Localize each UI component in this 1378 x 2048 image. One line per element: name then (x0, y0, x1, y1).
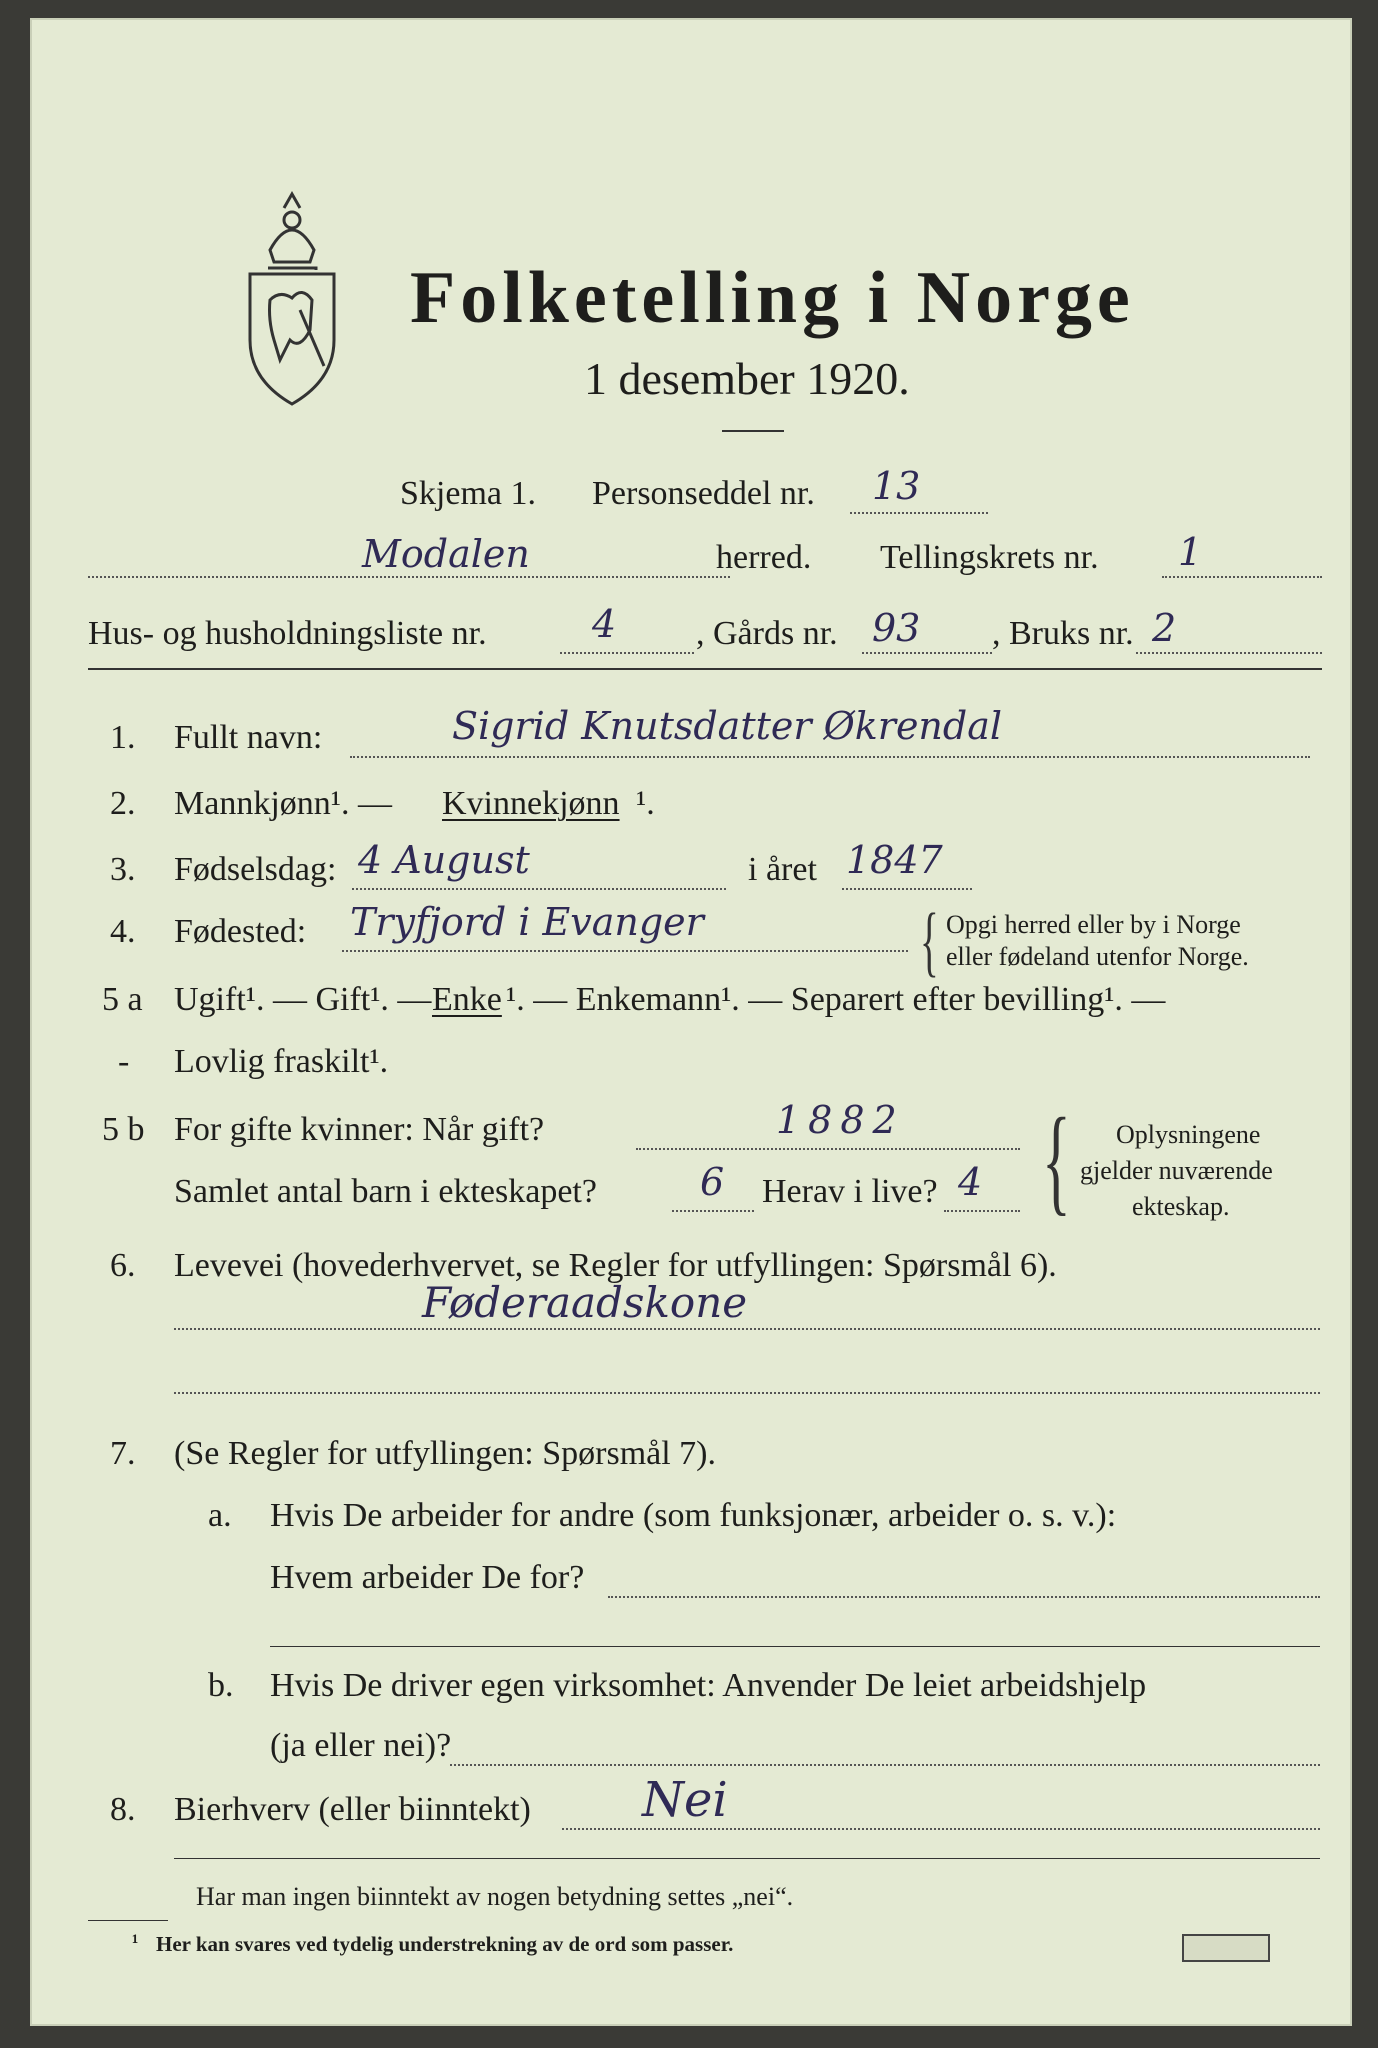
q2-number: 2. (110, 785, 136, 822)
q5a-number: 5 a (102, 981, 143, 1018)
q7a-line2 (270, 1646, 1320, 1647)
form-date: 1 desember 1920. (584, 353, 910, 404)
husholdning-label: Hus- og husholdningsliste nr. (88, 615, 487, 652)
q5b-note-line3: ekteskap. (1132, 1192, 1230, 1221)
q6-line1 (174, 1328, 1320, 1330)
q3-year-label: i året (748, 851, 817, 888)
q7b-label: Hvis De driver egen virksomhet: Anvender De leiet arbeidshjelp (270, 1667, 1147, 1704)
husholdning-line (560, 652, 694, 654)
q7b-letter: b. (208, 1667, 234, 1704)
tellingskrets-value: 1 (1178, 530, 1203, 574)
q7a-label2: Hvem arbeider De for? (270, 1559, 585, 1596)
herred-value: Modalen (362, 532, 530, 576)
footnote-text: Her kan svares ved tydelig understrekning av de ord som passer. (156, 1932, 734, 1956)
q6-value: Føderaadskone (422, 1278, 748, 1327)
q1-line (350, 756, 1310, 758)
q5a-mark: - (118, 1043, 130, 1080)
q8-divider (174, 1858, 1320, 1859)
q5b-barn-line (672, 1210, 754, 1212)
personseddel-label: Personseddel nr. (592, 475, 815, 512)
q5a-enke: Enke (432, 981, 502, 1018)
bruks-label: , Bruks nr. (992, 615, 1134, 652)
q8-line (562, 1828, 1320, 1830)
q4-note-line2: eller fødeland utenfor Norge. (946, 942, 1249, 971)
q5b-label: For gifte kvinner: Når gift? (174, 1111, 545, 1148)
schema-label: Skjema 1. (400, 475, 536, 512)
tellingskrets-line (1162, 576, 1322, 578)
q5b-number: 5 b (102, 1111, 145, 1148)
q5a-options-a: Ugift¹. — Gift¹. — (174, 981, 432, 1018)
q5b-live-line (944, 1210, 1020, 1212)
bruks-value: 2 (1152, 606, 1177, 650)
personseddel-value: 13 (872, 464, 921, 508)
herred-label: herred. (716, 539, 812, 576)
q7-label: (Se Regler for utfyllingen: Spørsmål 7). (174, 1435, 717, 1472)
personseddel-line (850, 512, 988, 514)
q4-line (342, 950, 908, 952)
note-nei: Har man ingen biinntekt av nogen betydning settes „nei“. (196, 1882, 794, 1911)
title-divider (722, 430, 784, 432)
gards-line (862, 652, 992, 654)
q6-line2 (174, 1392, 1320, 1394)
q3-label: Fødselsdag: (174, 851, 337, 888)
q5b-value: 1882 (776, 1098, 905, 1142)
q7b-line (450, 1764, 1320, 1766)
husholdning-value: 4 (592, 602, 617, 646)
q5a-line2: Lovlig fraskilt¹. (174, 1043, 389, 1080)
q2-mann: Mannkjønn¹. — (174, 785, 392, 822)
gards-value: 93 (872, 606, 921, 650)
q3-number: 3. (110, 851, 136, 888)
q6-label: Levevei (hovederhvervet, se Regler for utfyllingen: Spørsmål 6). (174, 1247, 1057, 1284)
coat-of-arms-icon (240, 190, 344, 410)
q5b-note-line1: Oplysningene (1116, 1120, 1261, 1149)
bruks-line (1136, 652, 1322, 654)
q5a-options-b: ¹. — Enkemann¹. — Separert efter bevilling¹. — (506, 981, 1166, 1018)
q5b-barn-label: Samlet antal barn i ekteskapet? (174, 1173, 597, 1210)
footnote-rule (88, 1920, 168, 1921)
q7a-line1 (608, 1596, 1320, 1598)
q5b-note-line2: gjelder nuværende (1080, 1156, 1273, 1185)
q1-label: Fullt navn: (174, 719, 323, 756)
gards-label: , Gårds nr. (696, 615, 838, 652)
q4-note-line1: Opgi herred eller by i Norge (946, 910, 1241, 939)
header-divider (88, 668, 1322, 670)
q1-value: Sigrid Knutsdatter Økrendal (452, 704, 1003, 748)
q8-label: Bierhverv (eller biinntekt) (174, 1791, 531, 1828)
q7a-letter: a. (208, 1497, 232, 1534)
q8-value: Nei (642, 1772, 728, 1828)
q5b-barn-value: 6 (700, 1160, 725, 1204)
q7b-label2: (ja eller nei)? (270, 1727, 452, 1764)
q5b-brace: { (1042, 1093, 1071, 1226)
q1-number: 1. (110, 719, 136, 756)
q4-label: Fødested: (174, 913, 307, 950)
q6-number: 6. (110, 1247, 136, 1284)
q3-year-value: 1847 (846, 838, 943, 882)
herred-line (88, 576, 730, 578)
tellingskrets-label: Tellingskrets nr. (880, 539, 1099, 576)
form-title: Folketelling i Norge (410, 257, 1135, 339)
q7-number: 7. (110, 1435, 136, 1472)
q7a-label: Hvis De arbeider for andre (som funksjonær, arbeider o. s. v.): (270, 1497, 1117, 1534)
q3-year-line (842, 888, 972, 890)
q5b-live-value: 4 (958, 1160, 983, 1204)
q2-footnote-mark: ¹. (636, 785, 655, 822)
footnote-mark: ¹ (132, 1930, 139, 1954)
q5b-live-label: Herav i live? (762, 1173, 938, 1210)
q4-brace: { (920, 897, 939, 984)
q3-value: 4 August (358, 838, 530, 882)
q8-number: 8. (110, 1791, 136, 1828)
census-form (30, 18, 1352, 2026)
q5b-line (636, 1148, 1020, 1150)
q4-number: 4. (110, 913, 136, 950)
q3-line (352, 888, 726, 890)
q4-value: Tryfjord i Evanger (350, 900, 704, 944)
q2-kvinne: Kvinnekjønn (442, 785, 620, 822)
printer-stamp (1182, 1934, 1270, 1962)
